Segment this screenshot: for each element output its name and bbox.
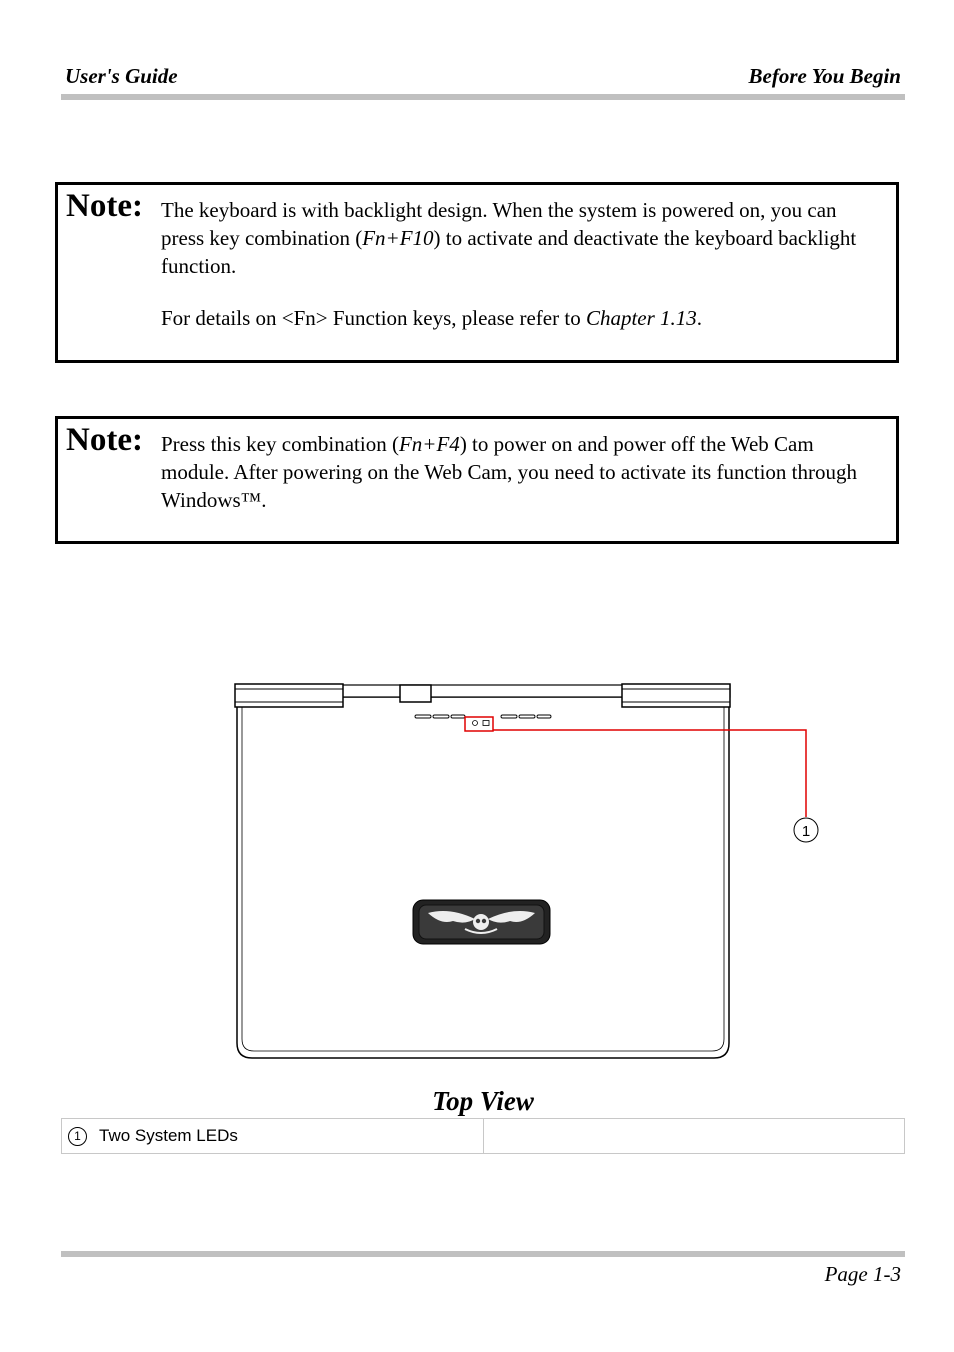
- header-section: Before You Begin: [748, 64, 901, 88]
- page-number: Page 1-3: [824, 1262, 901, 1286]
- note-paragraph: [161, 430, 881, 514]
- note-paragraph: [161, 304, 881, 332]
- note-text: .: [696, 306, 703, 330]
- right-hinge: [622, 684, 730, 707]
- logo-badge: [413, 900, 550, 944]
- left-hinge: [235, 684, 343, 707]
- note-text: ) to power on and power off the Web Cam module. After powering on the Web Cam, you need to activate its function through Windows™.: [161, 432, 858, 512]
- note-text: Press this key combination (: [161, 432, 399, 456]
- note-key-combo: Fn+F10: [362, 226, 434, 250]
- legend-cell: [62, 1119, 484, 1154]
- laptop-top-view-figure: [225, 675, 835, 1070]
- legend-text: Two System LEDs: [99, 1125, 238, 1145]
- note-box-backlight: [55, 182, 899, 363]
- callout-number: 1: [801, 823, 811, 840]
- note-text: For details on <Fn> Function keys, please refer to: [161, 306, 586, 330]
- note-box-webcam: [55, 416, 899, 544]
- header-title: User's Guide: [65, 64, 178, 88]
- footer-rule: [61, 1251, 905, 1257]
- header-rule: [61, 94, 905, 100]
- figure-caption: Top View: [432, 1086, 534, 1116]
- note-body: [161, 196, 881, 332]
- lid-latch: [400, 685, 431, 702]
- note-chapter-ref: Chapter 1.13: [585, 306, 697, 330]
- note-body: [161, 430, 881, 514]
- note-label: Note:: [66, 422, 143, 458]
- note-text: ) to activate and deactivate the keyboard backlight function.: [161, 226, 857, 278]
- note-text: The keyboard is with backlight design. When the system is powered on, you can press key combination (: [161, 198, 837, 250]
- legend-number: 1: [68, 1127, 87, 1146]
- legend-cell-empty: [484, 1119, 905, 1154]
- note-paragraph: [161, 196, 881, 280]
- table-row: [62, 1119, 905, 1154]
- note-label: Note:: [66, 188, 143, 224]
- laptop-lid-outline: [237, 697, 729, 1058]
- legend-table: [61, 1118, 905, 1154]
- laptop-illustration: [225, 675, 835, 1070]
- note-key-combo: Fn+F4: [398, 432, 460, 456]
